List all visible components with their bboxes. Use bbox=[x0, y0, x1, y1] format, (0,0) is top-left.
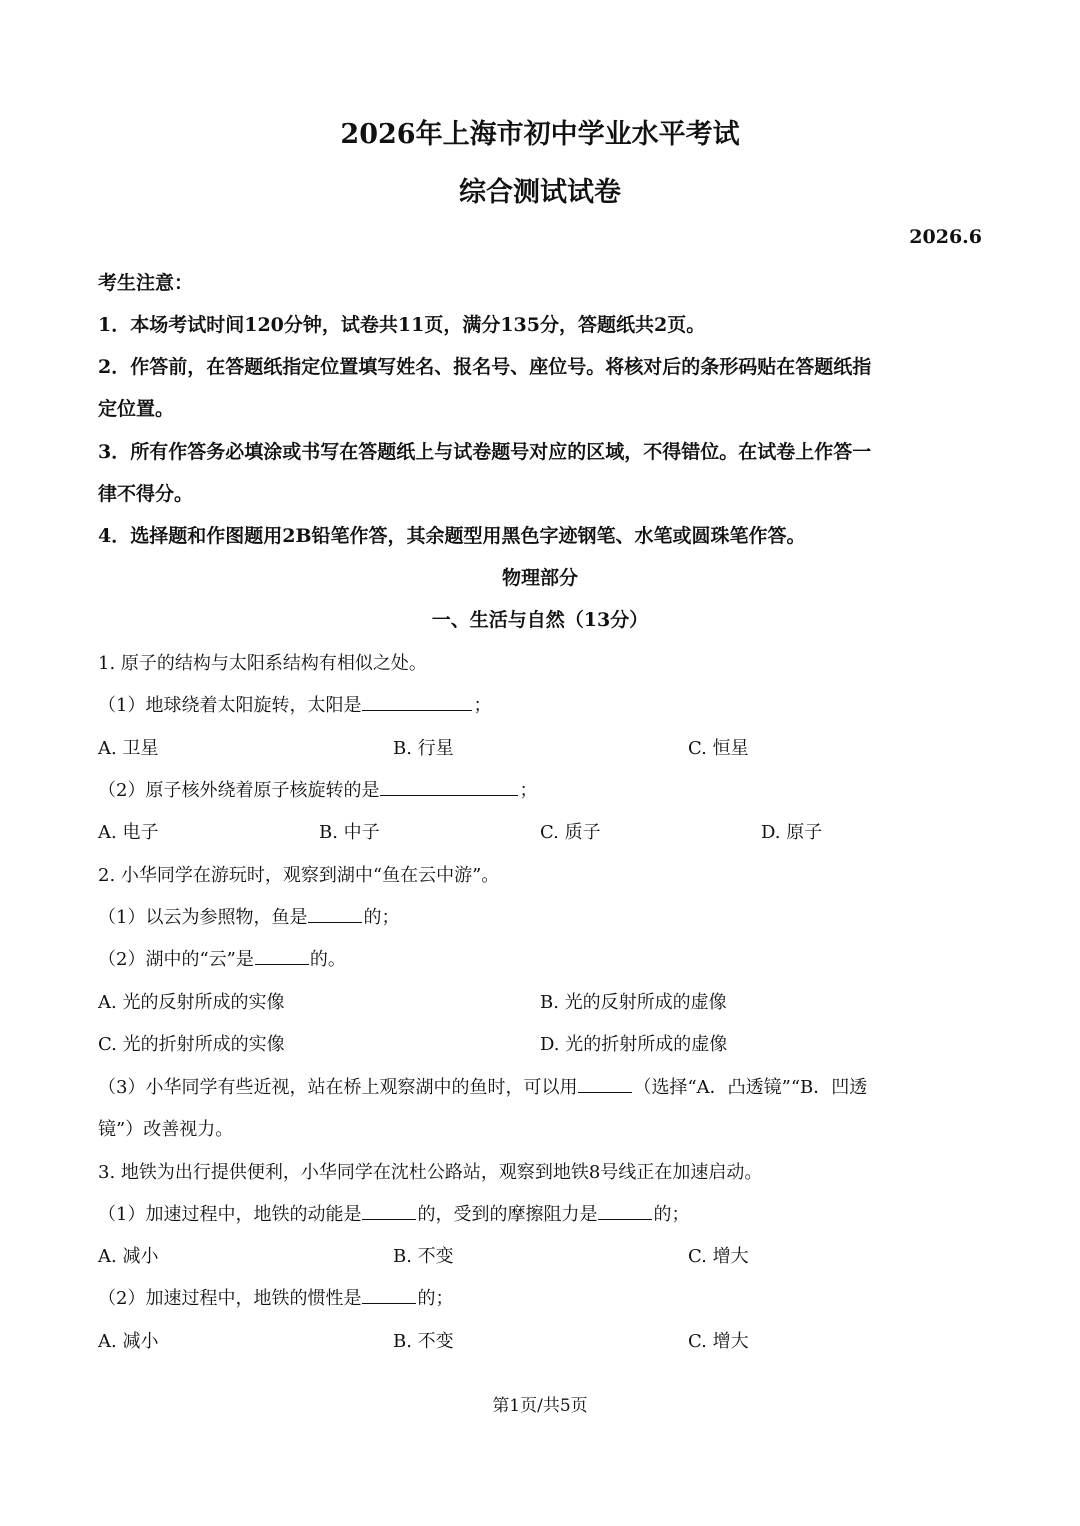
notice-item-1: 1．本场考试时间120分钟，试卷共11页，满分135分，答题纸共2页。 bbox=[98, 314, 706, 336]
q1-sub2-end: ； bbox=[519, 780, 538, 801]
notice-item-3: 3．所有作答务必填涂或书写在答题纸上与试卷题号对应的区域，不得错位。在试卷上作答一 bbox=[98, 441, 872, 463]
q3-option-a: A. 减小 bbox=[98, 1246, 159, 1267]
part-heading: 物理部分 bbox=[501, 567, 578, 589]
section-heading: 一、生活与自然（13分） bbox=[431, 609, 649, 631]
notice-heading: 考生注意： bbox=[98, 272, 194, 294]
exam-subtitle: 综合测试试卷 bbox=[459, 177, 621, 208]
q2-sub3-cont: 镜”）改善视力。 bbox=[98, 1119, 234, 1140]
q3-sub1-mid: 的，受到的摩擦阻力是 bbox=[417, 1204, 598, 1225]
q1-sub1 bbox=[98, 691, 491, 717]
q1-sub2-option-c: C. 质子 bbox=[540, 822, 601, 843]
q3-option-b: B. 不变 bbox=[393, 1246, 454, 1267]
exam-title: 2026年上海市初中学业水平考试 bbox=[340, 119, 740, 150]
q3-sub1-end: 的； bbox=[653, 1204, 690, 1225]
answer-blank bbox=[578, 1074, 632, 1093]
q3-sub2-option-b: B. 不变 bbox=[393, 1331, 454, 1352]
q3-sub2 bbox=[98, 1284, 453, 1310]
q3-sub1-text: （1）加速过程中，地铁的动能是 bbox=[98, 1204, 362, 1225]
q1-sub2-option-b: B. 中子 bbox=[319, 822, 380, 843]
q1-sub2-option-a: A. 电子 bbox=[98, 822, 159, 843]
q3-stem: 3. 地铁为出行提供便利，小华同学在沈杜公路站，观察到地铁8号线正在加速启动。 bbox=[98, 1162, 763, 1183]
q2-option-c: C. 光的折射所成的实像 bbox=[98, 1034, 285, 1055]
q2-sub2 bbox=[98, 945, 346, 971]
q1-sub2 bbox=[98, 776, 537, 802]
answer-blank bbox=[255, 946, 309, 965]
q1-option-a: A. 卫星 bbox=[98, 738, 159, 759]
q2-sub1 bbox=[98, 903, 399, 929]
q2-sub2-end: 的。 bbox=[309, 949, 346, 970]
q1-sub1-text: （1）地球绕着太阳旋转，太阳是 bbox=[98, 695, 362, 716]
notice-item-2: 2．作答前，在答题纸指定位置填写姓名、报名号、座位号。将核对后的条形码贴在答题纸指 bbox=[98, 356, 872, 378]
notice-item-2-cont: 定位置。 bbox=[98, 398, 175, 420]
q2-stem: 2. 小华同学在游玩时，观察到湖中“鱼在云中游”。 bbox=[98, 865, 500, 886]
q3-sub1 bbox=[98, 1200, 689, 1226]
answer-blank bbox=[380, 777, 518, 796]
q2-sub1-text: （1）以云为参照物，鱼是 bbox=[98, 907, 308, 928]
q2-sub3 bbox=[98, 1073, 867, 1099]
q3-sub2-text: （2）加速过程中，地铁的惯性是 bbox=[98, 1288, 362, 1309]
q1-option-b: B. 行星 bbox=[393, 738, 454, 759]
q3-sub2-end: 的； bbox=[417, 1288, 454, 1309]
q2-sub2-text: （2）湖中的“云”是 bbox=[98, 949, 254, 970]
q1-sub1-end: ； bbox=[473, 695, 492, 716]
q1-option-c: C. 恒星 bbox=[688, 738, 749, 759]
q2-sub3-text: （3）小华同学有些近视，站在桥上观察湖中的鱼时，可以用 bbox=[98, 1077, 578, 1098]
q2-sub3-choices: （选择“A．凸透镜”“B．凹透 bbox=[633, 1077, 868, 1098]
answer-blank bbox=[362, 1201, 416, 1220]
q3-sub2-option-a: A. 减小 bbox=[98, 1331, 159, 1352]
q3-option-c: C. 增大 bbox=[688, 1246, 749, 1267]
q1-sub2-text: （2）原子核外绕着原子核旋转的是 bbox=[98, 780, 380, 801]
page-number: 第1页/共5页 bbox=[492, 1396, 588, 1416]
q2-option-d: D. 光的折射所成的虚像 bbox=[540, 1034, 728, 1055]
q1-sub2-option-d: D. 原子 bbox=[761, 822, 823, 843]
notice-item-4: 4．选择题和作图题用2B铅笔作答，其余题型用黑色字迹钢笔、水笔或圆珠笔作答。 bbox=[98, 525, 806, 547]
q2-option-b: B. 光的反射所成的虚像 bbox=[540, 992, 727, 1013]
exam-date: 2026.6 bbox=[909, 226, 982, 248]
q2-option-a: A. 光的反射所成的实像 bbox=[98, 992, 285, 1013]
notice-item-3-cont: 律不得分。 bbox=[98, 483, 194, 505]
q1-stem: 1. 原子的结构与太阳系结构有相似之处。 bbox=[98, 653, 427, 674]
q3-sub2-option-c: C. 增大 bbox=[688, 1331, 749, 1352]
answer-blank bbox=[362, 1285, 416, 1304]
answer-blank bbox=[308, 904, 362, 923]
answer-blank bbox=[598, 1201, 652, 1220]
q2-sub1-end: 的； bbox=[363, 907, 400, 928]
answer-blank bbox=[362, 692, 472, 711]
